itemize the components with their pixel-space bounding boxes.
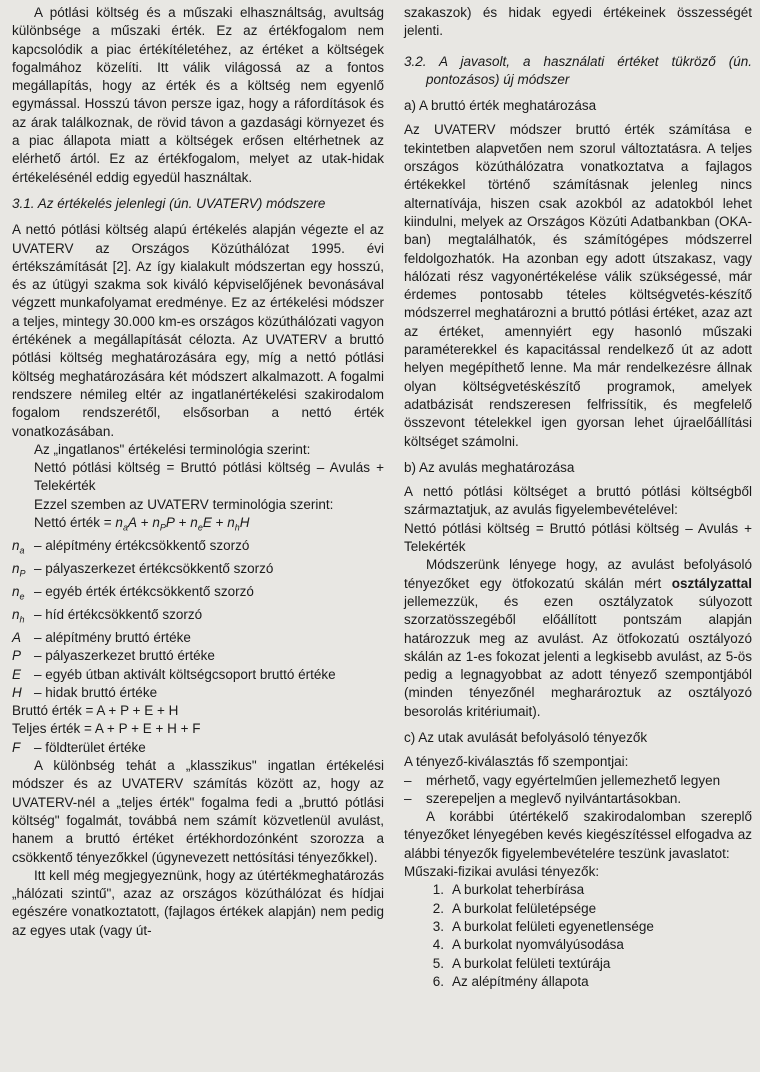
paragraph: A tényező-kiválasztás fő szempontjai: bbox=[404, 754, 629, 770]
list-item: 5. A burkolat felületi textúrája bbox=[432, 955, 611, 971]
definition-row: A – alépítmény bruttó értéke bbox=[12, 629, 191, 645]
list-item: 6. Az alépítmény állapota bbox=[432, 973, 589, 989]
paragraph: A korábbi útértékelő szakirodalomban szereplő tényezőket lényegében kevés kiegészítéssel elfogadva az alábbi tényezők figyelembevételére teszünk javaslatot: bbox=[404, 809, 752, 861]
subsection-heading-c: c) Az utak avulását befolyásoló tényezők bbox=[404, 729, 648, 745]
definition-list bbox=[12, 537, 384, 702]
factor-list bbox=[404, 881, 752, 991]
formula-netto: Nettó érték = $n_aA + n_PP + n_eE + n_hH$ bbox=[34, 515, 250, 533]
paragraph: Az „ingatlanos" értékelési terminológia szerint: bbox=[34, 441, 311, 457]
paragraph: Műszaki-fizikai avulási tényezők: bbox=[404, 864, 600, 880]
list-item: 4. A burkolat nyomvályúsodása bbox=[432, 937, 624, 953]
formula-teljes: Teljes érték = A + P + E + H + F bbox=[12, 721, 201, 737]
section-heading-3-2: 3.2. A javasolt, a használati értéket tükröző (ún. pontozásos) új módszer bbox=[404, 53, 752, 87]
definition-row: E – egyéb útban aktivált költségcsoport bruttó értéke bbox=[12, 666, 336, 682]
paragraph: szakaszok) és hidak egyedi értékeinek összességét jelenti. bbox=[404, 5, 752, 39]
paragraph: Az UVATERV módszer bruttó érték számítása e tekintetben alapvetően nem szorul változtatásra. A teljes országos közúthálózatra vonatkoztatva a fajlagos értékekkel történő számításnak jelenleg nincs alternatívája, hiszen csak azokból az adatokból lehet kiindulni, melyek az Országos Közúti Adatbankban (OKA-ban) megtalálhatók, és számítógépes módszerrel feldolgozhatók. Ha azonban egy adott útszakasz, vagy hálózati rész vagyonértékelése válik szükségessé, már érdemes pontosabb tételes költségvetés-készítő módszerrel meghatározni a bruttó pótlási értéket, azaz azt az értéket, amennyiért egy hasonló műszaki paraméterekkel és kapacitással rendelkező út az adott helyen megépíthető lenne. Ma már rendelkezésre állnak olyan költségvetéskészítő programok, amelyek adatbázisát rendszeresen felfrissítik, és megfelelő összevont tételekkel igen gyorsan lehet újraelőállítási költséget számolni. bbox=[404, 122, 752, 449]
paragraph: A pótlási költség és a műszaki elhasználtság, avultság különbsége a műszaki érték. Ez az értékfogalom nem kapcsolódik a piac értékítéletéhez, az értéket a költségek fogalmához közelíti. Itt válik világossá az a fontos megállapítás, hogy az érték és a költség nem egyenlő egymással. Hosszú távon persze igaz, hogy a ráfordítások és az árak találkoznak, de rövid távon a gazdasági környezet és a piac állapota miatt a költségek erősen eltérhetnek az elérhető ártól. Ez az értékfogalom, melyet az utak-hidak értékelésénél eddig egyedül használtak. bbox=[12, 5, 384, 185]
criteria-list bbox=[404, 772, 752, 809]
list-item: – szerepeljen a meglevő nyilvántartásokban. bbox=[404, 790, 682, 806]
paragraph: A különbség tehát a „klasszikus" ingatlan értékelési módszer és az UVATERV számítás között az, hogy az UVATERV-nél a „teljes érték" fogalma fedi a „bruttó pótlási költség" fogalmát, továbbá nem számít közvetlenül avulást, hanem a bruttó értéket értékhordozónként szorozza a csökkentő tényezőkkel (úgynevezett nettósítási tényezőkkel). bbox=[12, 758, 384, 865]
subsection-heading-a: a) A bruttó érték meghatározása bbox=[404, 98, 597, 114]
list-item: – mérhető, vagy egyértelműen jellemezhető legyen bbox=[404, 772, 721, 788]
definition-row: P – pályaszerkezet bruttó értéke bbox=[12, 648, 215, 664]
definition-row: $n_a$ – alépítmény értékcsökkentő szorzó bbox=[12, 538, 250, 556]
paragraph: Módszerünk lényege hogy, az avulást befolyásoló tényezőket egy ötfokozatú skálán mért osztályzattal jellemezzük, és ezen osztályzatok súlyozott szorzatösszegéből előállított pontszám alapján határozzuk meg az avulást. Az ötfokozatú osztályozó skálán az 1-es fokozat jelenti a legkisebb avulást, az 5-ös pedig a legnagyobbat az adott tényező szempontjából (minden tényezőnél megharároztuk az osztályozó besorolás kritériumait). bbox=[404, 557, 752, 719]
left-column bbox=[12, 4, 384, 940]
definition-row: $n_e$ – egyéb érték értékcsökkentő szorzó bbox=[12, 583, 254, 602]
definition-row: F – földterület értéke bbox=[12, 739, 146, 755]
list-item: 2. A burkolat felületépsége bbox=[432, 900, 597, 916]
paragraph: Itt kell még megjegyeznünk, hogy az útértékmeghatározás „hálózati szintű", azaz az országos közúthálózat és hídjai egészére vonatkoztatott, (fajlagos értékek alapján) nem pedig az egyes utak (vagy út- bbox=[12, 867, 384, 938]
paragraph: A nettó pótlási költséget a bruttó pótlási költségből származtatjuk, az avulás figyelembevételével: bbox=[404, 484, 752, 518]
list-item: 3. A burkolat felületi egyenetlensége bbox=[432, 918, 654, 934]
definition-row: $n_h$ – híd értékcsökkentő szorzó bbox=[12, 606, 203, 625]
paragraph: Ezzel szemben az UVATERV terminológia szerint: bbox=[34, 496, 334, 512]
paragraph: A nettó pótlási költség alapú értékelés alapján végezte el az UVATERV az Országos Közúthálózat 1995. évi értékszámítását [2]. Az így kialakult módszertan egy hosszú, és az útügyi szakma sok kiváló képviselőjének bevonásával végzett munkafolyamat eredménye. Ez az értékelési módszer a teljes, mintegy 30.000 km-es országos közúthálózati vagyon értékének a megállapítását célozta. Az UVATERV a bruttó pótlási költség meghatározására egy, míg a nettó pótlási költség meghatározására két módszert alkalmazott. A fogalmi rendszere némileg eltér az ingatlanértékelési szakirodalom fogalom rendszerétől, elsősorban a nettó érték vonatkozásában. bbox=[12, 222, 384, 439]
definition-row: H – hidak bruttó értéke bbox=[12, 684, 158, 700]
equation-line: Nettó pótlási költség = Bruttó pótlási költség – Avulás + Telekérték bbox=[34, 460, 384, 494]
subsection-heading-b: b) Az avulás meghatározása bbox=[404, 459, 575, 475]
section-heading-3-1: 3.1. Az értékelés jelenlegi (ún. UVATERV) módszere bbox=[12, 195, 326, 211]
equation-line: Nettó pótlási költség = Bruttó pótlási költség – Avulás + Telekérték bbox=[404, 520, 752, 555]
list-item: 1. A burkolat teherbírása bbox=[432, 882, 585, 898]
definition-row: $n_P$ – pályaszerkezet értékcsökkentő szorzó bbox=[12, 560, 274, 579]
formula-brutto: Bruttó érték = A + P + E + H bbox=[12, 703, 179, 719]
right-column bbox=[404, 4, 752, 991]
